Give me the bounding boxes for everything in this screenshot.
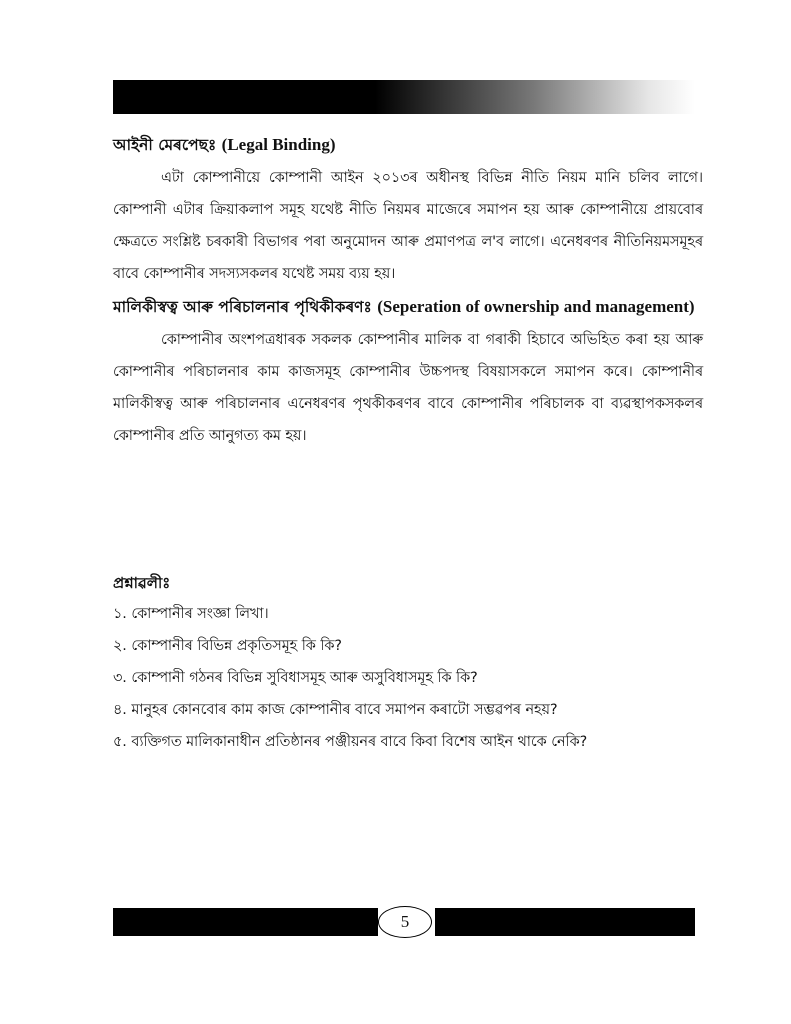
question-item: ২. কোম্পানীৰ বিভিন্ন প্ৰকৃতিসমূহ কি কি? [113, 638, 343, 654]
question-item: ৫. ব্যক্তিগত মালিকানাধীন প্ৰতিষ্ঠানৰ পঞ্জীয়নৰ বাবে কিবা বিশেষ আইন থাকে নেকি? [113, 734, 588, 750]
paragraph-legal-binding [113, 162, 703, 290]
main-content [113, 128, 703, 452]
paragraph-separation [113, 324, 703, 452]
section-heading-legal-binding [113, 128, 703, 162]
questions-section [113, 568, 703, 758]
page-number: 5 [378, 906, 432, 938]
header-band [113, 80, 695, 114]
section-heading-separation [113, 290, 703, 324]
paragraph-text: কোম্পানীৰ অংশপত্ৰধাৰক সকলক কোম্পানীৰ মালিক বা গৰাকী হিচাবে অভিহিত কৰা হয় আৰু কোম্পানীৰ পৰিচালনাৰ কাম কাজসমূহ কোম্পানীৰ উচ্চপদস্থ বিষয়াসকলে সমাপন কৰে। কোম্পানীৰ মালিকীস্বত্ব আৰু পৰিচালনাৰ এনেধৰণৰ পৃথকীকৰণৰ বাবে কোম্পানীৰ পৰিচালক বা ব্যৱস্থাপকসকলৰ কোম্পানীৰ প্ৰতি আনুগত্য কম হয়। [113, 332, 703, 444]
questions-title: প্ৰশ্নাৱলীঃ [113, 574, 171, 592]
footer-band-right [435, 908, 695, 936]
footer-band-left [113, 908, 378, 936]
heading-bn: মালিকীস্বত্ব আৰু পৰিচালনাৰ পৃথিকীকৰণঃ [113, 298, 372, 316]
questions-list [113, 598, 703, 758]
heading-en: (Seperation of ownership and management) [377, 297, 695, 316]
paragraph-text: এটা কোম্পানীয়ে কোম্পানী আইন ২০১৩ৰ অধীনস্থ বিভিন্ন নীতি নিয়ম মানি চলিব লাগে। কোম্পানী এটাৰ ক্ৰিয়াকলাপ সমূহ যথেষ্ট নীতি নিয়মৰ মাজেৰে সমাপন হয় আৰু কোম্পানীয়ে প্ৰায়বোৰ ক্ষেত্ৰতে সংশ্লিষ্ট চৰকাৰী বিভাগৰ পৰা অনুমোদন আৰু প্ৰমাণপত্ৰ ল'ব লাগে। এনেধৰণৰ নীতিনিয়মসমূহৰ বাবে কোম্পানীৰ সদস্যসকলৰ যথেষ্ট সময় ব্যয় হয়। [113, 170, 703, 282]
heading-bn: আইনী মেৰপেছঃ [113, 136, 217, 154]
question-item: ১. কোম্পানীৰ সংজ্ঞা লিখা। [113, 606, 269, 622]
heading-en: (Legal Binding) [221, 135, 336, 154]
question-item: ৩. কোম্পানী গঠনৰ বিভিন্ন সুবিধাসমূহ আৰু অসুবিধাসমূহ কি কি? [113, 670, 478, 686]
question-item: ৪. মানুহৰ কোনবোৰ কাম কাজ কোম্পানীৰ বাবে সমাপন কৰাটো সম্ভৱপৰ নহয়? [113, 702, 558, 718]
